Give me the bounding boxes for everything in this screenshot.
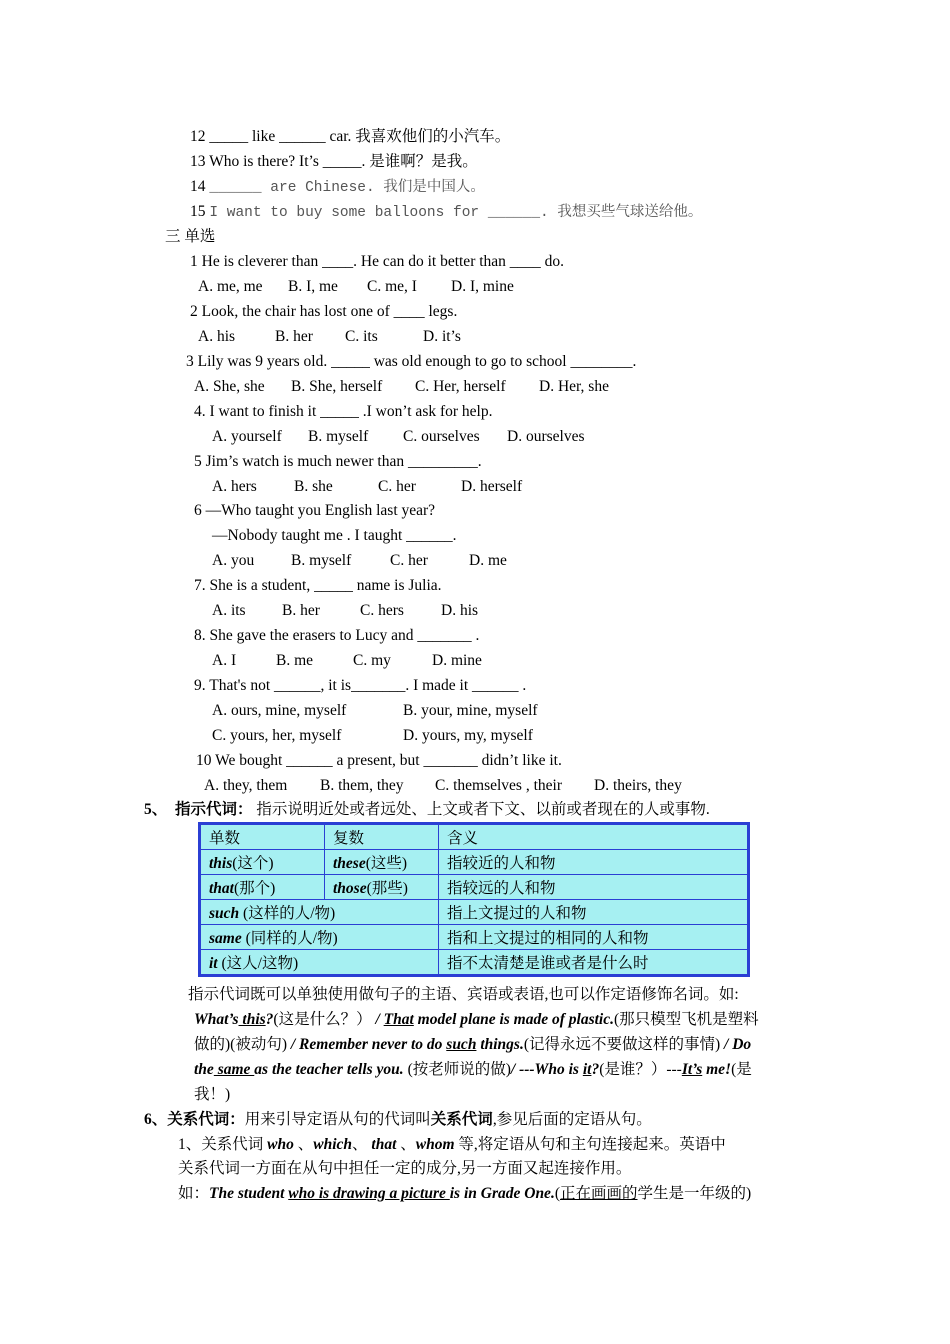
question-options [212, 427, 585, 447]
fill-item-14 [190, 177, 485, 198]
option: B. me [276, 652, 314, 669]
option: D. his [441, 602, 479, 619]
example-keyword: this [238, 1011, 266, 1028]
table-row [200, 950, 749, 976]
option: A. me, me [198, 278, 263, 295]
table-cell [200, 900, 439, 925]
option: C. her [378, 478, 416, 495]
option: D. Her, she [539, 378, 609, 395]
table-row [200, 850, 749, 875]
example-text: ? [591, 1061, 600, 1078]
point-text: 1、关系代词 [178, 1136, 268, 1153]
example-gloss: ( [554, 1185, 560, 1202]
option: B. your, mine, myself [403, 702, 538, 719]
table-cell: 指不太清楚是谁或者是什么时 [439, 950, 749, 976]
example-keyword: It’s [681, 1061, 703, 1078]
separator: 、 [293, 1136, 314, 1153]
option: B. myself [308, 428, 369, 445]
example-keyword: That [383, 1011, 414, 1028]
separator: / [371, 1011, 384, 1028]
pronoun-word: that [371, 1136, 397, 1153]
section-title-multiple-choice: 三 单选 [165, 228, 216, 245]
question-options [212, 701, 538, 721]
option: D. yours, my, myself [403, 727, 533, 744]
example-text: The student [209, 1185, 289, 1202]
pronoun-word: it [209, 955, 218, 972]
example-text: ? [265, 1011, 274, 1028]
option: A. She, she [194, 378, 265, 395]
question-stem: 5 Jim’s watch is much newer than _________. [194, 453, 482, 470]
option: B. her [275, 328, 313, 345]
example-text: / Do [720, 1036, 752, 1053]
pronoun-gloss: (这些) [365, 855, 408, 872]
separator: 、 [396, 1136, 416, 1153]
option: D. ourselves [507, 428, 585, 445]
item-number: 15 [190, 203, 206, 220]
example-text: the [194, 1061, 214, 1078]
section-title: 指示代词： [175, 801, 253, 818]
question-options [212, 601, 478, 621]
question-options [194, 377, 609, 397]
question-options [198, 327, 461, 347]
option: D. I, mine [451, 278, 514, 295]
question-stem: 6 —Who taught you English last year? [194, 502, 436, 519]
separator: 、 [352, 1136, 372, 1153]
example-text: / Remember never to do [287, 1036, 447, 1053]
header-cell: 单数 [200, 824, 325, 850]
option: C. its [345, 328, 378, 345]
table-cell [200, 850, 325, 875]
table-row [200, 900, 749, 925]
table-cell [325, 875, 439, 900]
question-stem: 7. She is a student, _____ name is Julia. [194, 577, 442, 594]
pronoun-gloss: (同样的人/物) [241, 930, 338, 947]
example-keyword: same [213, 1061, 255, 1078]
fill-item-15 [190, 202, 702, 223]
section-description: ,参见后面的定语从句。 [492, 1111, 652, 1128]
example-keyword: it [582, 1061, 592, 1078]
example-text: is in Grade One. [449, 1185, 555, 1202]
example-line [194, 1060, 752, 1080]
question-options [212, 726, 533, 746]
table-cell [200, 950, 439, 976]
option: C. yours, her, myself [212, 727, 342, 744]
option: D. mine [432, 652, 482, 669]
section-heading-demonstratives [144, 800, 710, 820]
question-stem: 10 We bought ______ a present, but _______ didn’t like it. [196, 752, 562, 769]
option: A. they, them [204, 777, 288, 794]
example-line [194, 1035, 751, 1055]
table-cell: 指较远的人和物 [439, 875, 749, 900]
example-gloss: (那只模型飞机是塑料 [614, 1011, 759, 1028]
example-gloss: 学生是一年级的) [637, 1185, 752, 1202]
section-number: 6、 [144, 1111, 168, 1128]
pronoun-gloss: (这样的人/物) [239, 905, 336, 922]
pronoun-word: such [209, 905, 240, 922]
table-cell: 指较近的人和物 [439, 850, 749, 875]
pronoun-gloss: (这人/这物) [217, 955, 299, 972]
table-cell: 指和上文提过的相同的人和物 [439, 925, 749, 950]
example-gloss: (是 [731, 1061, 752, 1078]
option: C. my [353, 652, 391, 669]
option: B. I, me [288, 278, 338, 295]
question-stem: 1 He is cleverer than ____. He can do it better than ____ do. [190, 253, 565, 270]
example-gloss: (是谁？）--- [599, 1061, 682, 1078]
option: D. theirs, they [594, 777, 682, 794]
example-gloss: 做的)(被动句) [194, 1036, 287, 1053]
section-description: 用来引导定语从句的代词叫 [244, 1111, 431, 1128]
question-options [212, 477, 522, 497]
option: B. She, herself [291, 378, 383, 395]
table-cell [200, 925, 439, 950]
demonstrative-pronoun-table [198, 822, 750, 977]
question-options [198, 277, 514, 297]
example-text: as the teacher tells you. [254, 1061, 404, 1078]
option: D. me [469, 552, 507, 569]
option: C. Her, herself [415, 378, 506, 395]
relative-pronoun-point-1-continued: 关系代词一方面在从句中担任一定的成分,另一方面又起连接作用。 [178, 1160, 632, 1177]
pronoun-gloss: (那些) [366, 880, 408, 897]
pronoun-word: this [209, 855, 233, 872]
option: C. hers [360, 602, 404, 619]
section-title: 关系代词： [167, 1111, 245, 1128]
question-options [212, 651, 482, 671]
section-keyword: 关系代词 [430, 1111, 493, 1128]
table-row [200, 875, 749, 900]
option: C. me, I [367, 278, 417, 295]
option: B. her [282, 602, 320, 619]
question-stem: 8. She gave the erasers to Lucy and _______ . [194, 627, 480, 644]
option: A. its [212, 602, 246, 619]
header-cell: 含义 [439, 824, 749, 850]
example-keyword: such [446, 1036, 477, 1053]
fill-item-13: 13 Who is there? It’s _____. 是谁啊？是我。 [190, 153, 478, 170]
pronoun-word: that [209, 880, 234, 897]
example-gloss: (记得永远不要做这样的事情) [523, 1036, 721, 1053]
pronoun-word: whom [415, 1136, 455, 1153]
item-number: 14 [190, 178, 206, 195]
section-description: 指示说明近处或者远处、上文或者下文、以前或者现在的人或事物. [256, 801, 710, 818]
pronoun-word: those [333, 880, 367, 897]
question-options [204, 776, 682, 796]
section-number: 5、 [144, 801, 168, 818]
example-text: What’s [194, 1011, 239, 1028]
option: D. it’s [423, 328, 461, 345]
table-row [200, 925, 749, 950]
item-text: I want to buy some balloons for ______. 我想买些气球送给他。 [209, 205, 703, 221]
example-clause: who is drawing a picture [288, 1185, 450, 1202]
option: A. hers [212, 478, 257, 495]
question-stem: 2 Look, the chair has lost one of ____ legs. [190, 303, 458, 320]
option: A. yourself [212, 428, 282, 445]
question-stem-continued: —Nobody taught me . I taught ______. [212, 527, 457, 544]
option: B. them, they [320, 777, 404, 794]
example-line [178, 1184, 751, 1204]
pronoun-word: who [267, 1136, 294, 1153]
option: B. myself [291, 552, 352, 569]
example-text: me! [702, 1061, 732, 1078]
pronoun-gloss: (那个) [233, 880, 276, 897]
question-options [212, 551, 507, 571]
example-text: / ---Who is [510, 1061, 583, 1078]
option: C. themselves , their [435, 777, 562, 794]
option: C. her [390, 552, 428, 569]
option: B. she [294, 478, 333, 495]
question-stem: 9. That's not ______, it is_______. I made it ______ . [194, 677, 527, 694]
example-text: things. [476, 1036, 524, 1053]
demonstrative-usage-note: 指示代词既可以单独使用做句子的主语、宾语或表语,也可以作定语修饰名词。如: [188, 986, 739, 1003]
section-heading-relative-pronouns [144, 1110, 652, 1130]
example-gloss: (这是什么？） [273, 1011, 372, 1028]
table-cell [200, 875, 325, 900]
example-gloss-clause: 正在画画的 [560, 1185, 638, 1202]
example-line [194, 1010, 759, 1030]
pronoun-word: same [209, 930, 242, 947]
example-gloss: (按老师说的做) [403, 1061, 511, 1078]
option: A. ours, mine, myself [212, 702, 347, 719]
option: A. I [212, 652, 237, 669]
example-line: 我！) [194, 1086, 231, 1103]
pronoun-word: which [313, 1136, 353, 1153]
table-header-row [200, 824, 749, 850]
table-cell [325, 850, 439, 875]
option: D. herself [461, 478, 523, 495]
item-text: ______ are Chinese. 我们是中国人。 [209, 180, 485, 196]
point-text: 等,将定语从句和主句连接起来。英语中 [454, 1136, 726, 1153]
option: C. ourselves [403, 428, 480, 445]
header-cell: 复数 [325, 824, 439, 850]
option: A. you [212, 552, 255, 569]
pronoun-gloss: (这个) [232, 855, 274, 872]
example-text: model plane is made of plastic. [413, 1011, 614, 1028]
question-stem: 3 Lily was 9 years old. _____ was old enough to go to school ________. [186, 353, 637, 370]
pronoun-word: these [333, 855, 366, 872]
question-stem: 4. I want to finish it _____ .I won’t ask for help. [194, 403, 493, 420]
example-label: 如： [178, 1185, 210, 1202]
option: A. his [198, 328, 236, 345]
relative-pronoun-point-1 [178, 1135, 726, 1155]
table-cell: 指上文提过的人和物 [439, 900, 749, 925]
fill-item-12: 12 _____ like ______ car. 我喜欢他们的小汽车。 [190, 128, 511, 145]
